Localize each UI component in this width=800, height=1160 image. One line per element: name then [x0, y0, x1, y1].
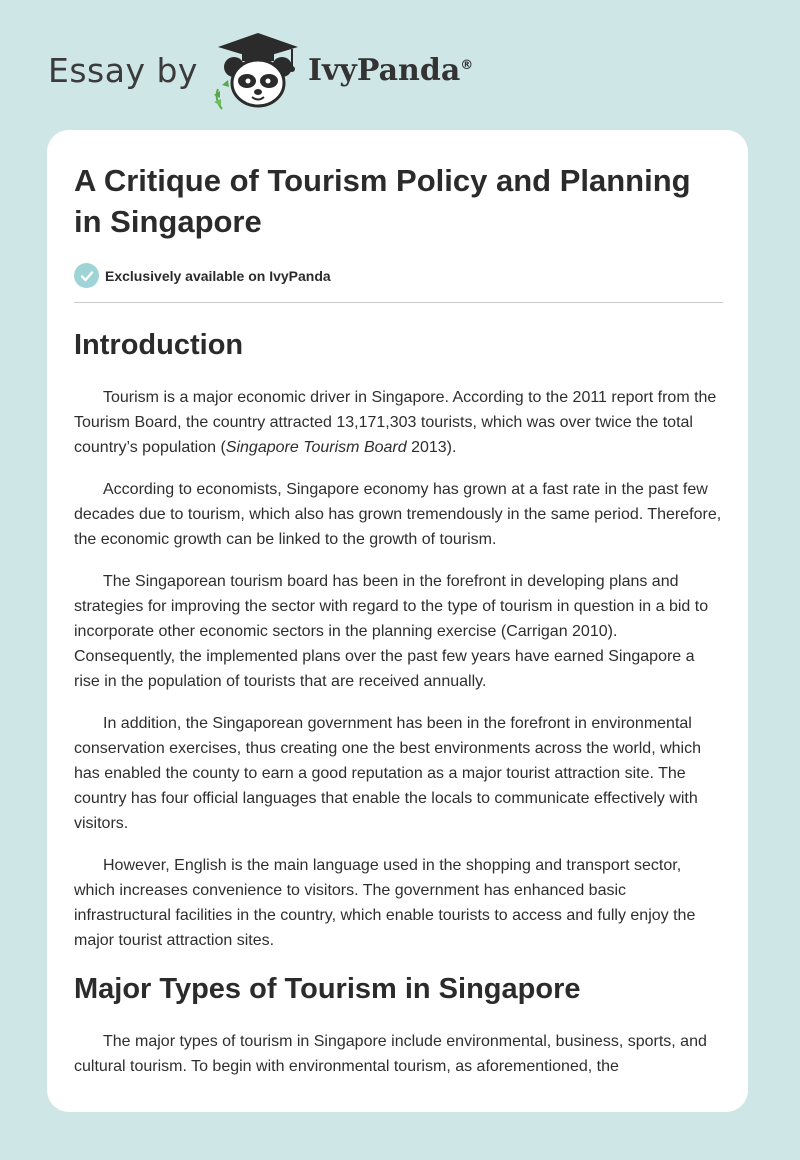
paragraph: In addition, the Singaporean government has been in the forefront in environmental conservation exercises, thus creating one the best environments across the world, which has enabled the county to earn a good reputation as a major tourist attraction site. The country has four official languages that enable the locals to communicate effectively with visitors.	[74, 715, 701, 832]
section-heading: Introduction	[74, 329, 244, 361]
paragraph	[74, 385, 722, 460]
panda-logo-icon[interactable]	[212, 29, 304, 111]
citation-source: Singapore Tourism Board	[225, 439, 407, 456]
checkmark-icon	[74, 263, 99, 288]
paragraph: According to economists, Singapore economy has grown at a fast rate in the past few decades due to tourism, which also has grown tremendously in the same period. Therefore, the economic growth can be linked to the growth of tourism.	[74, 481, 722, 548]
paragraph: The major types of tourism in Singapore include environmental, business, sports, and cultural tourism. To begin with environmental tourism, as aforementioned, the	[74, 1033, 707, 1075]
divider	[74, 302, 723, 303]
registered-mark: ®	[460, 57, 474, 73]
paragraph: The Singaporean tourism board has been in the forefront in developing plans and strategies for improving the sector with regard to the type of tourism in question in a bid to incorporate other economic sectors in the planning exercise (Carrigan 2010). Consequently, the implemented plans over the past few years have earned Singapore a rise in the population of tourists that are received annually.	[74, 573, 709, 690]
citation-year: 2013).	[406, 439, 457, 456]
paragraph: However, English is the main language used in the shopping and transport sector, which increases convenience to visitors. The government has enhanced basic infrastructural facilities in the country, which enable tourists to access and fully enjoy the major tourist attraction sites.	[74, 857, 696, 949]
exclusive-badge	[74, 263, 722, 288]
section-heading: Major Types of Tourism in Singapore	[74, 973, 581, 1005]
paragraph-text: Tourism is a major economic driver in Singapore. According to the 2011 report from the Tourism Board, the country attracted 13,171,303 tourists, which was over twice the total country’s population (	[74, 389, 717, 456]
essay-card	[47, 130, 748, 1112]
site-header	[48, 30, 488, 110]
brand-name[interactable]	[308, 53, 473, 88]
essay-title: A Critique of Tourism Policy and Planning in Singapore	[74, 163, 691, 239]
brand-label: IvyPanda	[307, 52, 461, 88]
essay-by-label: Essay by	[48, 50, 198, 90]
badge-label: Exclusively available on IvyPanda	[105, 267, 331, 284]
